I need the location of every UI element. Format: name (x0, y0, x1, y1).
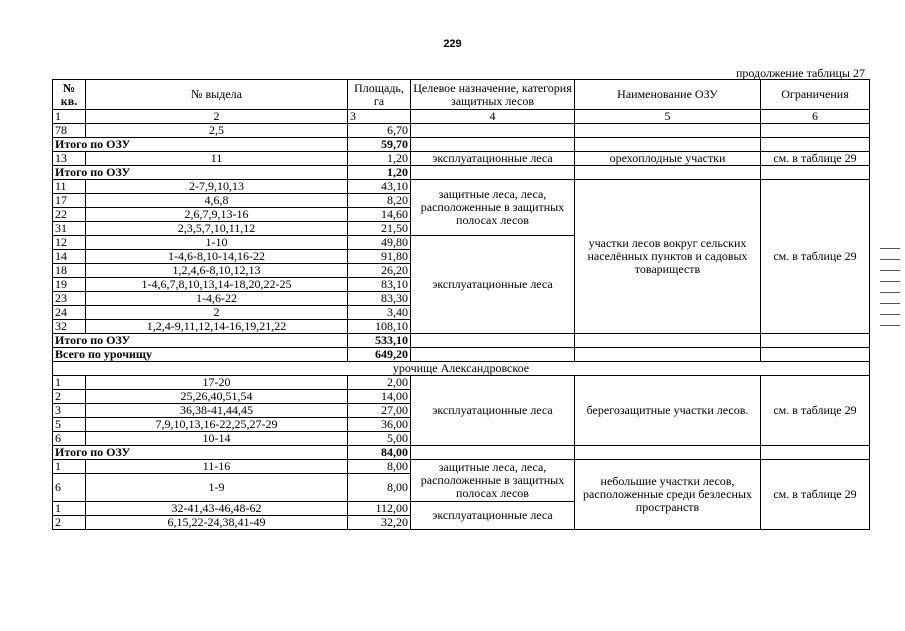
vydel-cell: 2 (86, 306, 348, 320)
vydel-cell: 1-4,6-8,10-14,16-22 (86, 250, 348, 264)
area-cell: 14,60 (348, 208, 411, 222)
header-area: Площадь, га (348, 80, 411, 110)
subtotal-row (53, 166, 870, 180)
kv-cell: 3 (53, 404, 86, 418)
kv-cell: 11 (53, 180, 86, 194)
area-cell: 43,10 (348, 180, 411, 194)
area-cell: 108,10 (348, 320, 411, 334)
kv-cell: 17 (53, 194, 86, 208)
vydel-cell: 10-14 (86, 432, 348, 446)
total-area: 649,20 (348, 348, 411, 362)
vydel-cell: 2-7,9,10,13 (86, 180, 348, 194)
kv-cell: 32 (53, 320, 86, 334)
page-number: 229 (443, 38, 462, 50)
limits-cell: см. в таблице 29 (761, 460, 870, 530)
area-cell: 21,50 (348, 222, 411, 236)
subtotal-area: 533,10 (348, 334, 411, 348)
kv-cell: 1 (53, 460, 86, 474)
kv-cell: 13 (53, 152, 86, 166)
area-cell: 1,20 (348, 152, 411, 166)
kv-cell: 6 (53, 432, 86, 446)
vydel-cell: 1,2,4,6-8,10,12,13 (86, 264, 348, 278)
area-cell: 14,00 (348, 390, 411, 404)
purpose-cell: эксплуатационные леса (411, 502, 575, 530)
limits-cell: см. в таблице 29 (761, 180, 870, 334)
vydel-cell: 32-41,43-46,48-62 (86, 502, 348, 516)
vydel-cell: 1-4,6,7,8,10,13,14-18,20,22-25 (86, 278, 348, 292)
area-cell: 2,00 (348, 376, 411, 390)
kv-cell: 1 (53, 376, 86, 390)
subtotal-area: 84,00 (348, 446, 411, 460)
area-cell: 8,00 (348, 460, 411, 474)
total-row (53, 348, 870, 362)
subtotal-area: 59,70 (348, 138, 411, 152)
vydel-cell: 2,5 (86, 124, 348, 138)
table-row (53, 460, 870, 474)
purpose-cell: эксплуатационные леса (411, 152, 575, 166)
column-number-row (53, 110, 870, 124)
vydel-cell: 36,38-41,44,45 (86, 404, 348, 418)
vydel-cell: 17-20 (86, 376, 348, 390)
section-row (53, 362, 870, 376)
kv-cell: 6 (53, 474, 86, 502)
vydel-cell: 4,6,8 (86, 194, 348, 208)
vydel-cell: 1-10 (86, 236, 348, 250)
kv-cell: 12 (53, 236, 86, 250)
kv-cell: 18 (53, 264, 86, 278)
purpose-cell: защитные леса, леса, расположенные в защитных полосах лесов (411, 460, 575, 502)
col-number: 4 (411, 110, 575, 124)
purpose-cell: эксплуатационные леса (411, 376, 575, 446)
kv-cell: 2 (53, 516, 86, 530)
col-number: 3 (348, 110, 411, 124)
kv-cell: 31 (53, 222, 86, 236)
area-cell: 5,00 (348, 432, 411, 446)
kv-cell: 78 (53, 124, 86, 138)
header-ozu: Наименование ОЗУ (575, 80, 761, 110)
kv-cell: 14 (53, 250, 86, 264)
col-number: 2 (86, 110, 348, 124)
subtotal-label: Итого по ОЗУ (53, 334, 348, 348)
area-cell: 36,00 (348, 418, 411, 432)
area-cell: 49,80 (348, 236, 411, 250)
vydel-cell: 1,2,4-9,11,12,14-16,19,21,22 (86, 320, 348, 334)
vydel-cell: 2,6,7,9,13-16 (86, 208, 348, 222)
header-vydel: № выдела (86, 80, 348, 110)
ozu-cell: небольшие участки лесов, расположенные среди безлесных пространств (575, 460, 761, 530)
vydel-cell: 11-16 (86, 460, 348, 474)
table-row (53, 376, 870, 390)
kv-cell: 22 (53, 208, 86, 222)
subtotal-label: Итого по ОЗУ (53, 166, 348, 180)
table-row (53, 152, 870, 166)
ozu-cell: орехоплодные участки (575, 152, 761, 166)
vydel-cell: 25,26,40,51,54 (86, 390, 348, 404)
area-cell: 91,80 (348, 250, 411, 264)
vydel-cell: 11 (86, 152, 348, 166)
area-cell: 83,10 (348, 278, 411, 292)
area-cell: 8,00 (348, 474, 411, 502)
subtotal-label: Итого по ОЗУ (53, 446, 348, 460)
margin-scan-marks (880, 248, 900, 336)
section-title: урочище Александровское (53, 362, 870, 376)
area-cell: 6,70 (348, 124, 411, 138)
vydel-cell: 6,15,22-24,38,41-49 (86, 516, 348, 530)
area-cell: 83,30 (348, 292, 411, 306)
header-row (53, 80, 870, 110)
subtotal-label: Итого по ОЗУ (53, 138, 348, 152)
header-kv: № кв. (53, 80, 86, 110)
kv-cell: 19 (53, 278, 86, 292)
vydel-cell: 7,9,10,13,16-22,25,27-29 (86, 418, 348, 432)
subtotal-area: 1,20 (348, 166, 411, 180)
area-cell: 26,20 (348, 264, 411, 278)
header-limits: Ограничения (761, 80, 870, 110)
subtotal-row (53, 334, 870, 348)
table-continuation-label: продолжение таблицы 27 (735, 66, 865, 80)
col-number: 5 (575, 110, 761, 124)
ozu-cell: берегозащитные участки лесов. (575, 376, 761, 446)
area-cell: 32,20 (348, 516, 411, 530)
kv-cell: 1 (53, 502, 86, 516)
kv-cell: 24 (53, 306, 86, 320)
vydel-cell: 1-9 (86, 474, 348, 502)
area-cell: 112,00 (348, 502, 411, 516)
kv-cell: 2 (53, 390, 86, 404)
purpose-cell: эксплуатационные леса (411, 236, 575, 334)
area-cell: 3,40 (348, 306, 411, 320)
table-row (53, 180, 870, 194)
kv-cell: 23 (53, 292, 86, 306)
table-row (53, 124, 870, 138)
kv-cell: 5 (53, 418, 86, 432)
col-number: 6 (761, 110, 870, 124)
ozu-table (52, 79, 870, 530)
vydel-cell: 1-4,6-22 (86, 292, 348, 306)
area-cell: 27,00 (348, 404, 411, 418)
vydel-cell: 2,3,5,7,10,11,12 (86, 222, 348, 236)
area-cell: 8,20 (348, 194, 411, 208)
subtotal-row (53, 138, 870, 152)
ozu-cell: участки лесов вокруг сельских населённых пунктов и садовых товариществ (575, 180, 761, 334)
header-purpose: Целевое назначение, категория защитных лесов (411, 80, 575, 110)
limits-cell: см. в таблице 29 (761, 152, 870, 166)
col-number: 1 (53, 110, 86, 124)
subtotal-row (53, 446, 870, 460)
total-label: Всего по урочищу (53, 348, 348, 362)
limits-cell: см. в таблице 29 (761, 376, 870, 446)
purpose-cell: защитные леса, леса, расположенные в защитных полосах лесов (411, 180, 575, 236)
